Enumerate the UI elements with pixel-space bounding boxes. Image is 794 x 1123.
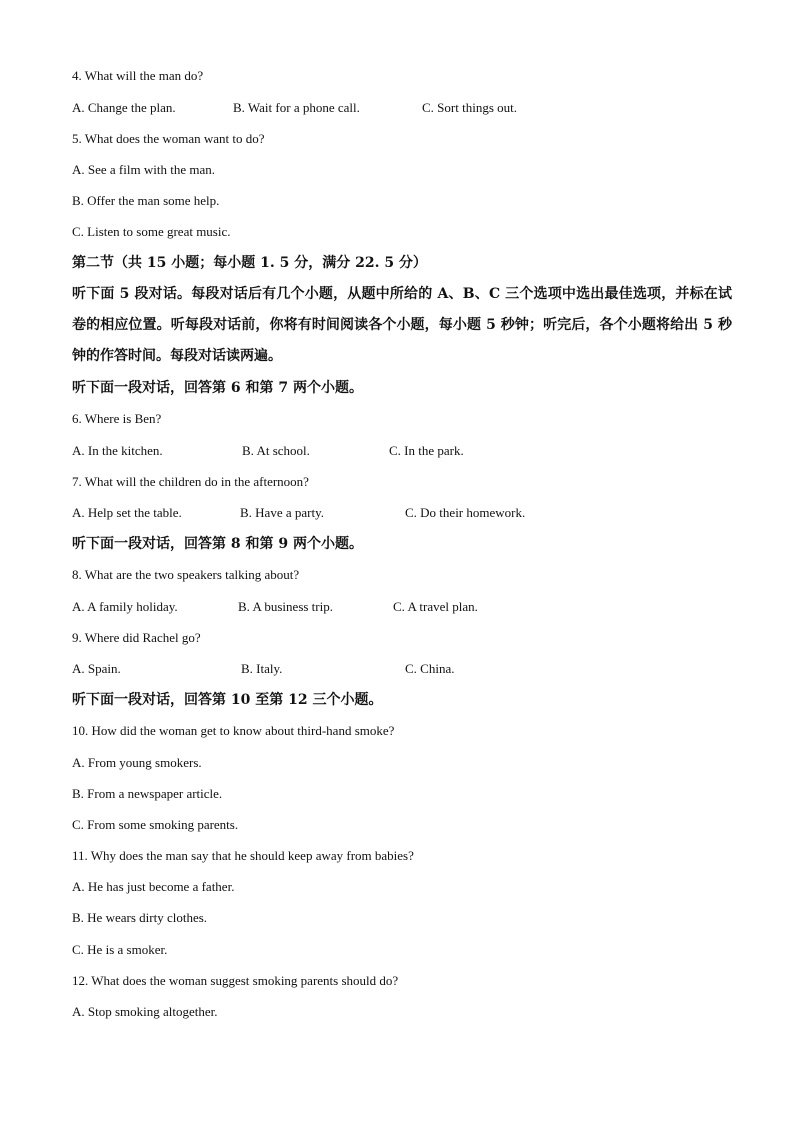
group-3-heading: 听下面一段对话，回答第 10 至第 12 三个小题。	[72, 692, 383, 708]
option-c: C. Sort things out.	[422, 100, 517, 115]
question-9-options	[72, 661, 672, 677]
question-7-stem: 7. What will the children do in the afternoon?	[72, 474, 309, 489]
option-a: A. Help set the table.	[72, 505, 182, 520]
option-a: A. Spain.	[72, 661, 121, 676]
question-12-stem: 12. What does the woman suggest smoking parents should do?	[72, 973, 399, 988]
question-10-option-a: A. From young smokers.	[72, 755, 202, 770]
question-6-options	[72, 443, 672, 459]
section-2-heading: 第二节（共 15 小题；每小题 1. 5 分，满分 22. 5 分）	[72, 255, 427, 271]
question-5-option-a: A. See a film with the man.	[72, 162, 215, 177]
question-8-stem: 8. What are the two speakers talking about?	[72, 567, 300, 582]
option-b: B. A business trip.	[238, 599, 333, 614]
option-a: A. A family holiday.	[72, 599, 178, 614]
option-a: A. In the kitchen.	[72, 443, 163, 458]
option-c: C. China.	[405, 661, 455, 676]
option-c: C. Do their homework.	[405, 505, 526, 520]
question-7-options	[72, 505, 672, 521]
question-11-option-b: B. He wears dirty clothes.	[72, 910, 208, 925]
option-c: C. In the park.	[389, 443, 464, 458]
question-8-options	[72, 599, 672, 615]
question-10-stem: 10. How did the woman get to know about third-hand smoke?	[72, 723, 395, 738]
question-4-options	[72, 100, 672, 116]
group-2-heading: 听下面一段对话，回答第 8 和第 9 两个小题。	[72, 536, 363, 552]
question-10-option-b: B. From a newspaper article.	[72, 786, 223, 801]
question-11-option-c: C. He is a smoker.	[72, 942, 168, 957]
section-2-instructions: 听下面 5 段对话。每段对话后有几个小题，从题中所给的 A、B、C 三个选项中选出最佳选项，并标在试卷的相应位置。听每段对话前，你将有时间阅读各个小题，每小题 5 秒钟；听完后，各个小题将给出 5 秒钟的作答时间。每段对话读两遍。	[72, 286, 732, 364]
option-b: B. Have a party.	[240, 505, 324, 520]
option-b: B. Italy.	[241, 661, 283, 676]
question-9-stem: 9. Where did Rachel go?	[72, 630, 201, 645]
question-5-stem: 5. What does the woman want to do?	[72, 131, 265, 146]
group-1-heading: 听下面一段对话，回答第 6 和第 7 两个小题。	[72, 380, 363, 396]
option-b: B. Wait for a phone call.	[233, 100, 360, 115]
question-6-stem: 6. Where is Ben?	[72, 411, 162, 426]
question-5-option-b: B. Offer the man some help.	[72, 193, 220, 208]
question-11-option-a: A. He has just become a father.	[72, 879, 235, 894]
question-12-option-a: A. Stop smoking altogether.	[72, 1004, 218, 1019]
question-4-stem: 4. What will the man do?	[72, 68, 204, 83]
option-c: C. A travel plan.	[393, 599, 478, 614]
question-10-option-c: C. From some smoking parents.	[72, 817, 239, 832]
question-11-stem: 11. Why does the man say that he should keep away from babies?	[72, 848, 414, 863]
option-b: B. At school.	[242, 443, 310, 458]
question-5-option-c: C. Listen to some great music.	[72, 224, 231, 239]
option-a: A. Change the plan.	[72, 100, 176, 115]
